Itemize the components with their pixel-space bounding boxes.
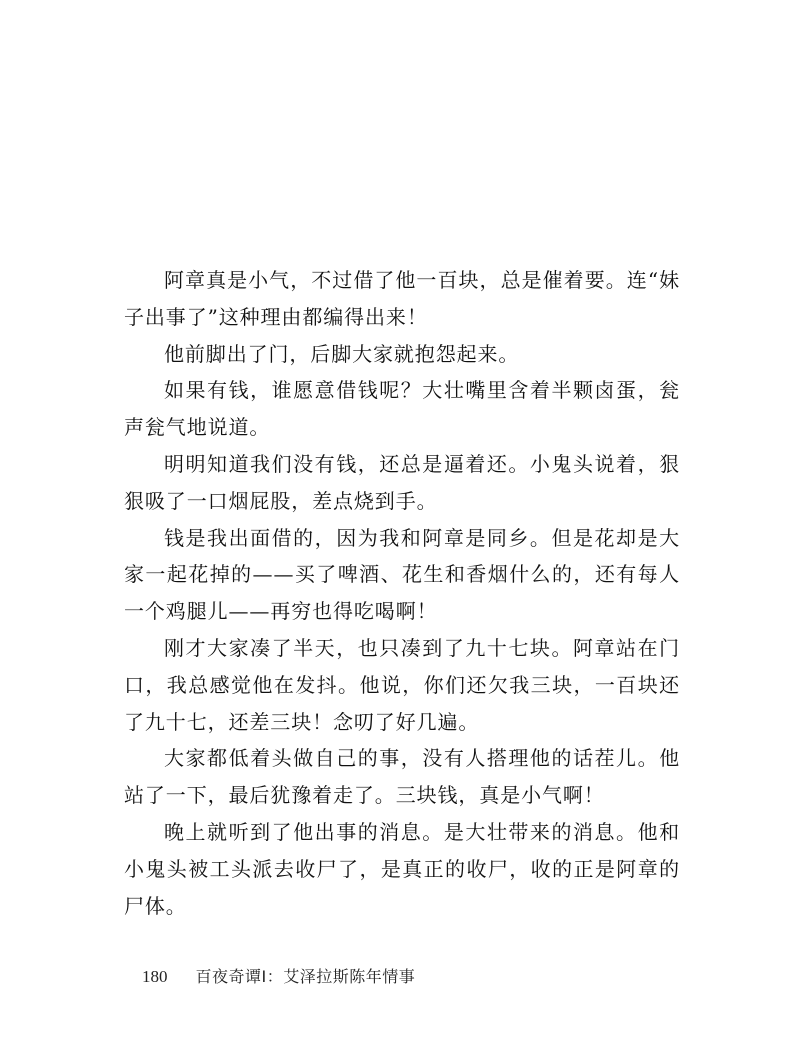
paragraph: 钱是我出面借的，因为我和阿章是同乡。但是花却是大家一起花掉的——买了啤酒、花生和香烟什么的，还有每人一个鸡腿儿——再穷也得吃喝啊！	[124, 525, 680, 624]
body-text	[124, 262, 680, 924]
page-number: 180	[142, 967, 168, 986]
paragraph: 晚上就听到了他出事的消息。是大壮带来的消息。他和小鬼头被工头派去收尸了，是真正的收尸，收的正是阿章的尸体。	[124, 819, 680, 918]
paragraph: 如果有钱，谁愿意借钱呢？大壮嘴里含着半颗卤蛋，瓮声瓮气地说道。	[124, 378, 680, 440]
page-footer	[142, 964, 415, 987]
paragraph: 阿章真是小气，不过借了他一百块，总是催着要。连“妹子出事了”这种理由都编得出来！	[124, 268, 680, 329]
running-title: 百夜奇谭Ⅰ：艾泽拉斯陈年情事	[195, 967, 416, 986]
paragraph: 大家都低着头做自己的事，没有人搭理他的话茬儿。他站了一下，最后犹豫着走了。三块钱，真是小气啊！	[124, 746, 680, 808]
paragraph: 他前脚出了门，后脚大家就抱怨起来。	[164, 341, 520, 366]
paragraph: 明明知道我们没有钱，还总是逼着还。小鬼头说着，狠狠吸了一口烟屁股，差点烧到手。	[124, 451, 680, 513]
paragraph: 刚才大家凑了半天，也只凑到了九十七块。阿章站在门口，我总感觉他在发抖。他说，你们还欠我三块，一百块还了九十七，还差三块！念叨了好几遍。	[124, 635, 680, 734]
